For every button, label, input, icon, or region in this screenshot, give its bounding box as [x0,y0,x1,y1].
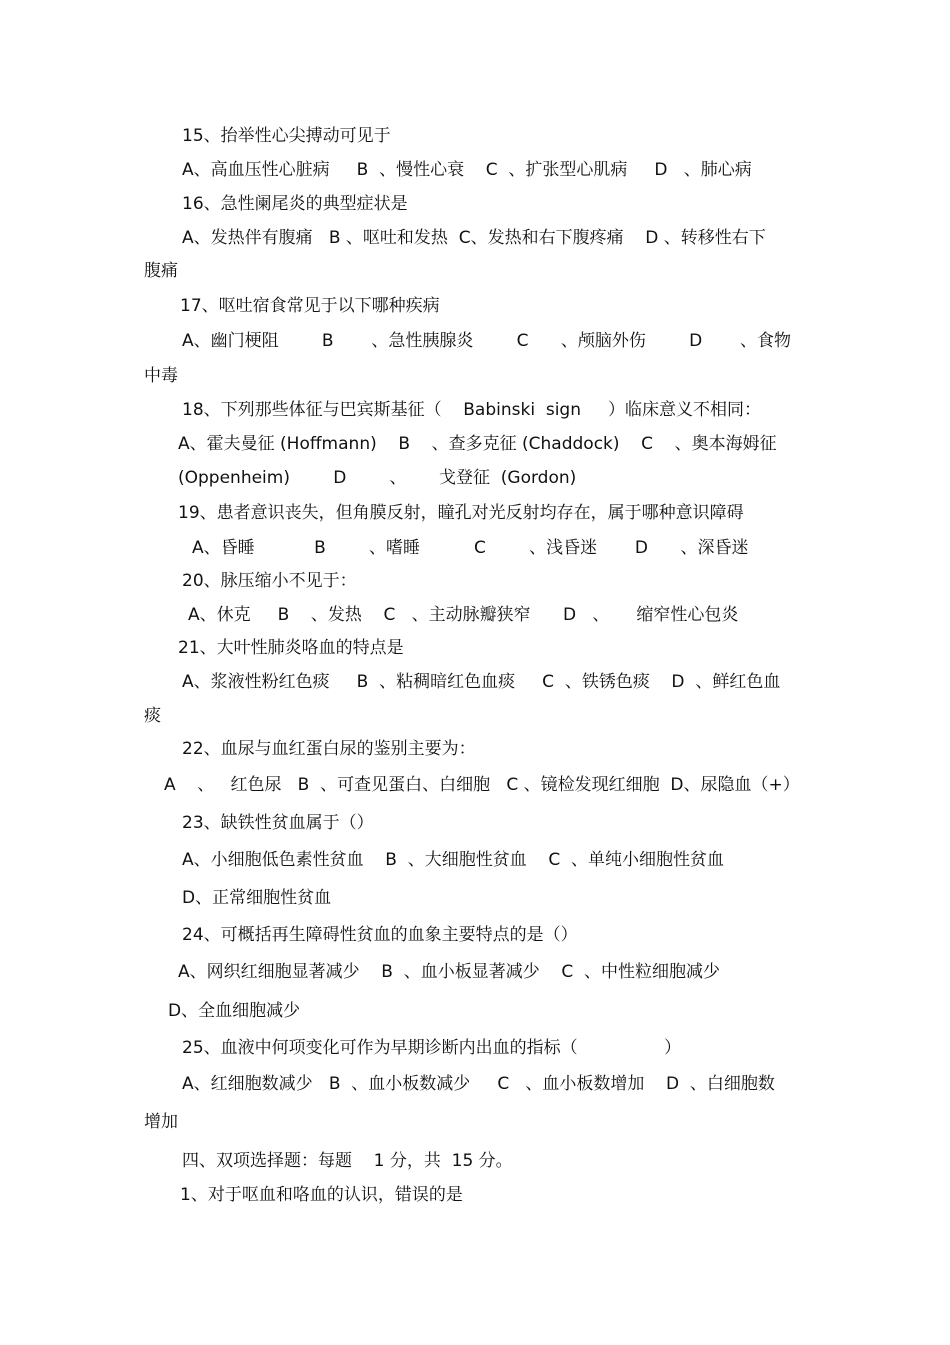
question-22-options: A 、 红色尿 B 、可查见蛋白、白细胞 C 、镜检发现红细胞 D、尿隐血（+） [164,775,800,795]
question-19-stem: 19、患者意识丧失，但角膜反射，瞳孔对光反射均存在，属于哪种意识障碍 [178,503,744,523]
question-23-options: A、小细胞低色素性贫血 B 、大细胞性贫血 C 、单纯小细胞性贫血 [182,850,725,870]
question-20-stem: 20、脉压缩小不见于： [182,571,357,591]
question-24-options-cont: D、全血细胞减少 [168,1001,301,1021]
question-18-stem: 18、下列那些体征与巴宾斯基征（ Babinski sign ）临床意义不相同： [182,400,762,420]
question-23-options-cont: D、正常细胞性贫血 [182,888,332,908]
question-22-stem: 22、血尿与血红蛋白尿的鉴别主要为： [182,739,476,759]
question-16-options-cont: 腹痛 [144,261,178,281]
section-4-question-1-stem: 1、对于呕血和咯血的认识，错误的是 [180,1185,463,1205]
question-17-options-cont: 中毒 [144,366,178,386]
question-17-stem: 17、呕吐宿食常见于以下哪种疾病 [180,296,440,316]
question-18-options-cont: (Oppenheim) D 、 戈登征 (Gordon) [178,468,577,488]
question-15-options: A、高血压性心脏病 B 、慢性心衰 C 、扩张型心肌病 D 、肺心病 [182,160,752,180]
question-18-options: A、霍夫曼征 (Hoffmann) B 、查多克征 (Chaddock) C 、奥本海姆征 [178,434,777,454]
question-20-options: A、休克 B 、发热 C 、主动脉瓣狭窄 D 、 缩窄性心包炎 [188,605,739,625]
question-25-options: A、红细胞数减少 B 、血小板数减少 C 、血小板数增加 D 、白细胞数 [182,1074,775,1094]
question-25-stem: 25、血液中何项变化可作为早期诊断内出血的指标（ ） [182,1038,682,1058]
question-15-stem: 15、抬举性心尖搏动可见于 [182,126,391,146]
question-24-stem: 24、可概括再生障碍性贫血的血象主要特点的是（） [182,925,578,945]
question-21-options: A、浆液性粉红色痰 B 、粘稠暗红色血痰 C 、铁锈色痰 D 、鲜红色血 [182,672,781,692]
section-4-heading: 四、双项选择题：每题 1 分，共 15 分。 [182,1151,513,1171]
question-24-options: A、网织红细胞显著减少 B 、血小板显著减少 C 、中性粒细胞减少 [178,962,721,982]
question-17-options: A、幽门梗阻 B 、急性胰腺炎 C 、颅脑外伤 D 、食物 [182,331,792,351]
question-16-stem: 16、急性阑尾炎的典型症状是 [182,194,408,214]
question-25-options-cont: 增加 [144,1112,178,1132]
question-19-options: A、昏睡 B 、嗜睡 C 、浅昏迷 D 、深昏迷 [192,538,749,558]
question-21-stem: 21、大叶性肺炎咯血的特点是 [178,638,404,658]
question-21-options-cont: 痰 [144,706,161,726]
question-16-options: A、发热伴有腹痛 B 、呕吐和发热 C、发热和右下腹疼痛 D 、转移性右下 [182,228,766,248]
question-23-stem: 23、缺铁性贫血属于（） [182,813,374,833]
